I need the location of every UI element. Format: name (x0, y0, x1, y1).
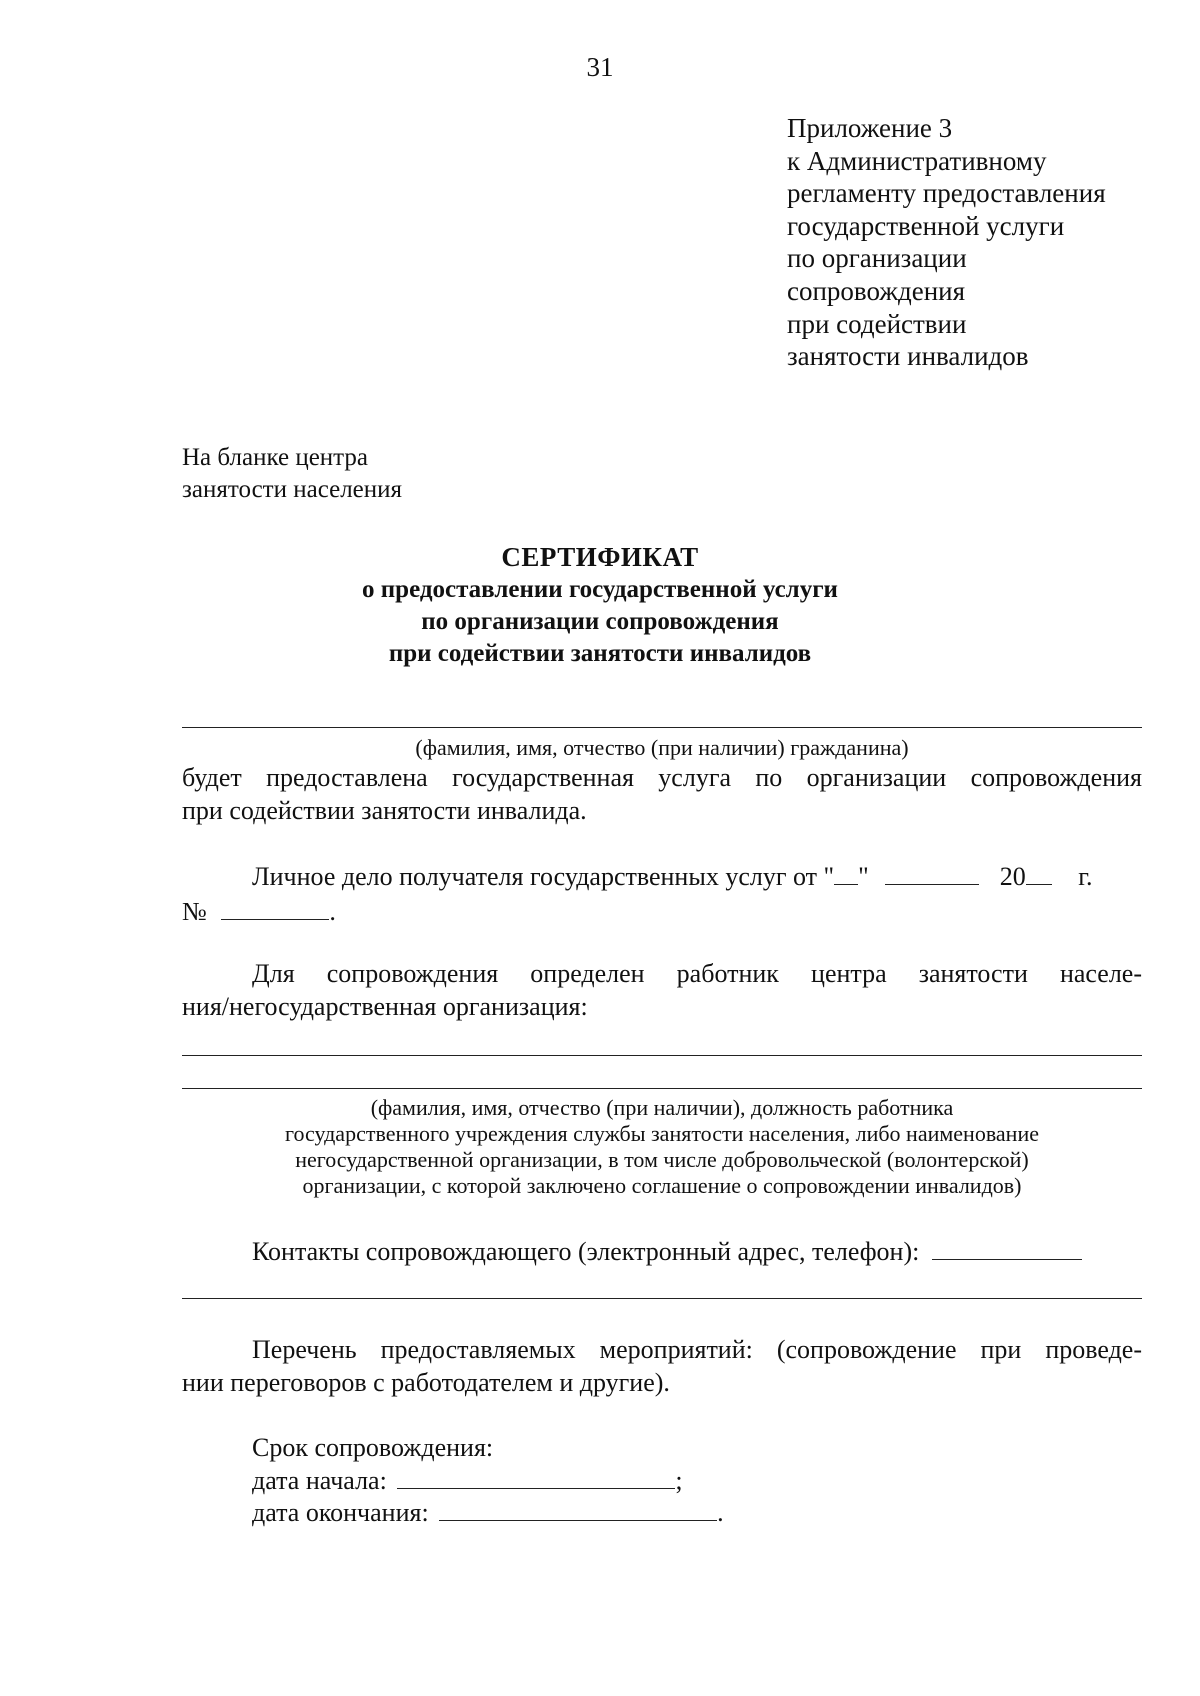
worker-caption-line: государственного учреждения службы занятости населения, либо наименование (285, 1121, 1039, 1146)
year-field[interactable] (1026, 862, 1052, 885)
appendix-line: занятости инвалидов (787, 341, 1029, 372)
worker-caption-line: организации, с которой заключено соглашение о сопровождении инвалидов) (302, 1173, 1022, 1198)
end-date-field[interactable] (439, 1498, 717, 1521)
appendix-line: Приложение 3 (787, 113, 953, 143)
blank-note-line: На бланке центра (182, 444, 368, 471)
quote-open: " (823, 862, 835, 891)
service-paragraph (182, 762, 1142, 827)
appendix-line: при содействии (787, 308, 967, 339)
appendix-line: сопровождения (787, 275, 966, 306)
appendix-line: регламенту предоставления (787, 178, 1106, 209)
year-prefix: 20 (999, 862, 1026, 891)
escort-paragraph (182, 958, 1142, 1023)
activities-paragraph (182, 1334, 1142, 1399)
quote-close: " (858, 862, 869, 891)
start-date-end: ; (675, 1466, 683, 1495)
personal-file-text: Личное дело получателя государственных услуг от (252, 862, 818, 891)
document-title: СЕРТИФИКАТ (501, 542, 699, 572)
citizen-name-caption: (фамилия, имя, отчество (при наличии) гражданина) (415, 735, 909, 760)
escort-line: ния/негосударственная организация: (182, 991, 588, 1021)
document-subtitle-line: о предоставлении государственной услуги (362, 576, 838, 603)
personal-file-line (252, 861, 1142, 894)
contacts-line (252, 1236, 1082, 1269)
start-date-line (252, 1465, 683, 1498)
contacts-label: Контакты сопровождающего (электронный адрес, телефон): (252, 1237, 920, 1266)
escort-line: Для сопровождения определен работник центра занятости населе- (252, 959, 1142, 988)
term-label: Срок сопровождения: (252, 1433, 494, 1462)
document-subtitle-line: по организации сопровождения (421, 608, 779, 635)
worker-caption-line: (фамилия, имя, отчество (при наличии), должность работника (370, 1095, 954, 1120)
appendix-line: государственной услуги (787, 210, 1065, 241)
appendix-line: к Административному (787, 145, 1047, 176)
blank-note (182, 442, 402, 506)
month-field[interactable] (885, 862, 979, 885)
file-number-field[interactable] (221, 897, 329, 920)
end-date-label: дата окончания: (252, 1498, 429, 1527)
file-number-line (182, 896, 1142, 929)
number-sign: № (182, 897, 207, 926)
appendix-line: по организации (787, 243, 967, 274)
end-date-end: . (717, 1498, 724, 1527)
page-number: 31 (586, 52, 614, 82)
citizen-name-line[interactable] (182, 727, 1142, 728)
file-number-end: . (329, 897, 336, 926)
activities-line: нии переговоров с работодателем и другие). (182, 1367, 670, 1397)
worker-caption-line: негосударственной организации, в том числе добровольческой (волонтерской) (295, 1147, 1029, 1172)
document-subtitle-line: при содействии занятости инвалидов (388, 640, 812, 667)
escort-name-line-2[interactable] (182, 1088, 1142, 1089)
contacts-line-2[interactable] (182, 1298, 1142, 1299)
worker-caption (182, 1095, 1142, 1199)
year-suffix: г. (1078, 862, 1093, 891)
day-field[interactable] (834, 862, 858, 885)
service-line: будет предоставлена государственная услуга по организации сопровождения (182, 763, 1142, 792)
activities-line: Перечень предоставляемых мероприятий: (сопровождение при проведе- (252, 1335, 1142, 1364)
service-line: при содействии занятости инвалида. (182, 795, 587, 825)
appendix-note (787, 112, 1106, 373)
escort-name-line[interactable] (182, 1055, 1142, 1056)
end-date-line (252, 1497, 724, 1530)
start-date-label: дата начала: (252, 1466, 387, 1495)
start-date-field[interactable] (397, 1466, 675, 1489)
contacts-field[interactable] (932, 1237, 1082, 1260)
blank-note-line: занятости населения (182, 476, 403, 503)
document-heading (0, 540, 1200, 670)
